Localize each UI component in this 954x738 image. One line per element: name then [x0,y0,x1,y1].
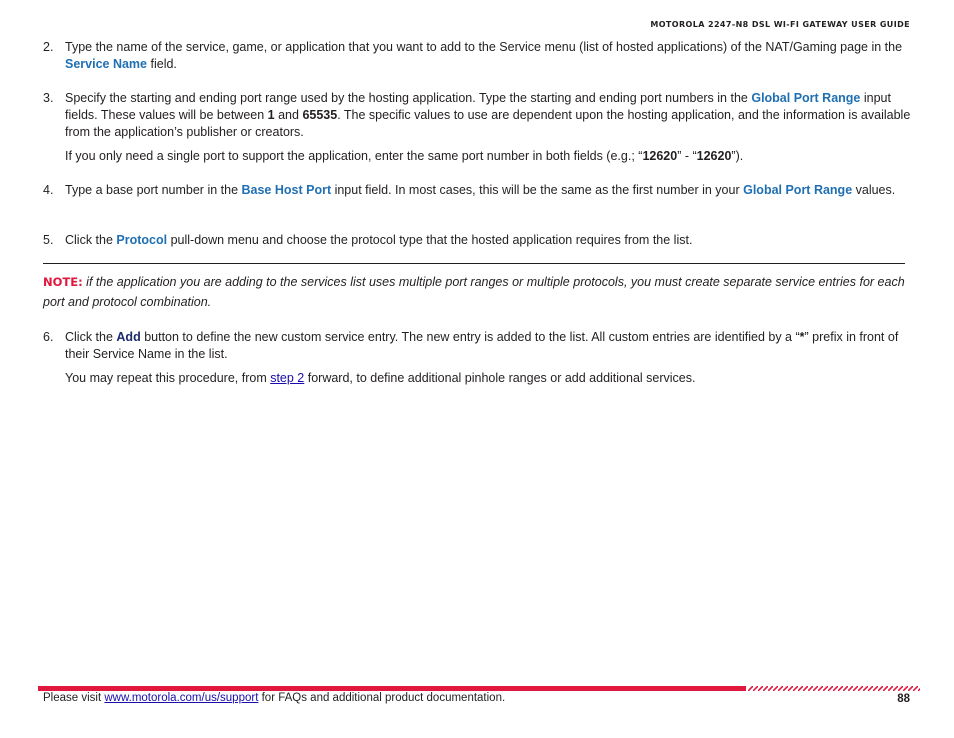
step-text-part: ”). [731,149,744,163]
step-text-part: field. [147,57,177,71]
note-box [43,272,911,312]
step-5 [43,232,911,249]
step-text-part: You may repeat this procedure, from [65,371,271,385]
guide-title: MOTOROLA 2247-N8 DSL WI-FI GATEWAY USER GUIDE [650,20,910,29]
step-text-part: and [274,108,303,122]
ui-field-global-port-range: Global Port Range [751,91,861,105]
ui-field-service-name: Service Name [65,57,148,71]
step-2-link[interactable]: step 2 [270,371,305,385]
asterisk-symbol: * [799,330,805,344]
step-text [65,232,911,249]
footer-accent-bar [38,686,920,691]
value-max-port: 65535 [302,108,338,122]
step-number: 4. [43,183,54,197]
step-text-part: ” - “ [677,149,697,163]
step-3 [43,90,911,165]
step-text [65,39,911,73]
step-text-part: Click the [65,330,117,344]
step-text [65,90,911,165]
step-text-part: Specify the starting and ending port range used by the hosting application. Type the starting and ending port numbers in the [65,91,752,105]
step-text-part: . The specific values to use are dependent upon the hosting application, and the information is available from the application’s publisher or creators. [65,108,911,139]
ui-field-protocol: Protocol [116,233,168,247]
step-number: 2. [43,40,54,54]
step-text-part: ” prefix in front of their Service Name in the list. [65,330,899,361]
step-6 [43,329,911,387]
support-link[interactable]: www.motorola.com/us/support [104,692,259,704]
value-min-port: 1 [267,108,275,122]
note-label: NOTE: [43,275,83,289]
page-number: 88 [897,693,910,705]
ui-field-base-host-port: Base Host Port [241,183,332,197]
step-text [65,182,911,199]
example-port-value: 12620 [642,149,678,163]
step-text-part: input field. In most cases, this will be the same as the first number in your [331,183,744,197]
ui-field-global-port-range: Global Port Range [743,183,853,197]
step-text-part: button to define the new custom service entry. The new entry is added to the list. All custom entries are identified by a “ [140,330,800,344]
step-text-part: pull-down menu and choose the protocol type that the hosted application requires from the list. [167,233,693,247]
step-text-part: input fields. These values will be between [65,91,891,122]
step-text-part: values. [852,183,896,197]
note-text: if the application you are adding to the services list uses multiple port ranges or multiple protocols, you must create separate service entries for each port and protocol combination. [43,275,905,309]
footer-text-part: for FAQs and additional product documentation. [258,692,506,704]
step-number: 6. [43,330,54,344]
example-port-value: 12620 [696,149,732,163]
step-text [65,329,911,387]
step-2 [43,39,911,73]
step-text-part: forward, to define additional pinhole ranges or add additional services. [304,371,696,385]
footer-text [43,692,505,704]
ui-add-button-label: Add [116,330,141,344]
step-text-part: Type a base port number in the [65,183,242,197]
step-text-part: Click the [65,233,117,247]
step-text-part: Type the name of the service, game, or application that you want to add to the Service menu (list of hosted applications) of the NAT/Gaming page in the [65,40,903,54]
step-text-part: If you only need a single port to support the application, enter the same port number in both fields (e.g.; “ [65,149,643,163]
footer-text-part: Please visit [43,692,105,704]
step-number: 5. [43,233,54,247]
divider [43,263,905,264]
step-4 [43,182,911,199]
step-number: 3. [43,91,54,105]
